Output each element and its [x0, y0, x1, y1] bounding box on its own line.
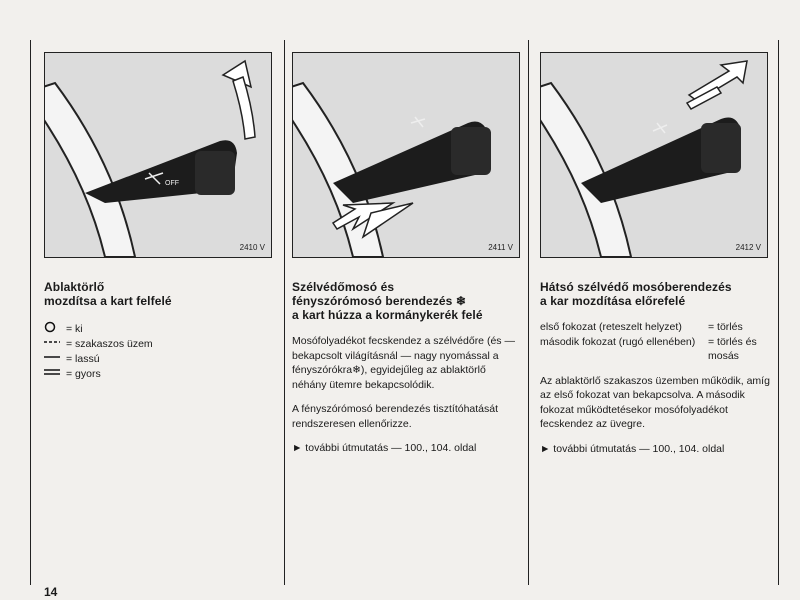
section-body: [540, 374, 772, 457]
figure-number: 2411 V: [488, 243, 513, 252]
stalk-positions: [540, 320, 772, 364]
column-rule-2: [528, 40, 529, 585]
figure-wiper-stalk-up: [44, 52, 272, 258]
paragraph: Az ablaktörlő szakaszos üzemben működik, amíg az első fokozat van bekapcsolva. A második fokozat működtetésekor mosófolyadékot fecskendez az üvegre.: [540, 374, 770, 430]
section-heading: Ablaktörlő mozdítsa a kart felfelé: [44, 280, 172, 308]
rear-washer-stalk-illustration: [541, 53, 767, 257]
paragraph: A fényszórómosó berendezés tisztítóhatását rendszeresen ellenőrizze.: [292, 403, 499, 430]
double-line-icon: [44, 366, 66, 383]
figure-washer-stalk-pull: [292, 52, 520, 258]
legend-row-off: = ki: [44, 322, 272, 337]
figure-number: 2410 V: [239, 243, 265, 252]
section-heading: Szélvédőmosó és fényszórómosó berendezés ❄ a kart húzza a kormánykerék felé: [292, 280, 483, 322]
section-body: [292, 334, 520, 456]
wiper-stalk-illustration: [45, 53, 271, 257]
column-rule-1: [284, 40, 285, 585]
legend-row-intermittent: = szakaszos üzem: [44, 337, 272, 352]
svg-text:OFF: OFF: [165, 180, 179, 187]
column-rule-left: [30, 40, 31, 585]
position-row: első fokozat (reteszelt helyzet) = törlés: [540, 321, 743, 333]
figure-rear-washer-stalk-forward: [540, 52, 768, 258]
column-washer: [292, 52, 520, 456]
page-reference: ► további útmutatás — 100., 104. oldal: [292, 442, 477, 454]
column-wiper: [44, 52, 272, 382]
wiper-speed-legend: [44, 322, 272, 382]
page-reference: ► további útmutatás — 100., 104. oldal: [540, 442, 725, 455]
figure-number: 2412 V: [735, 243, 761, 252]
column-rule-right: [778, 40, 779, 585]
page-number: 14: [44, 585, 58, 599]
position-row: második fokozat (rugó ellenében) = törlés és mosás: [540, 335, 757, 362]
paragraph: Mosófolyadékot fecskendez a szélvédőre (és — bekapcsolt világításnál — nagy nyomással a fényszórókra❄), egyidejűleg az ablaktörlő néhány ütemre bekapcsolódik.: [292, 335, 515, 391]
column-rear-washer: [540, 52, 772, 456]
legend-row-slow: = lassú: [44, 352, 272, 367]
section-heading: Hátsó szélvédő mosóberendezés a kar mozdítása előrefelé: [540, 280, 732, 308]
washer-stalk-illustration: [293, 53, 519, 257]
legend-row-fast: = gyors: [44, 367, 272, 382]
